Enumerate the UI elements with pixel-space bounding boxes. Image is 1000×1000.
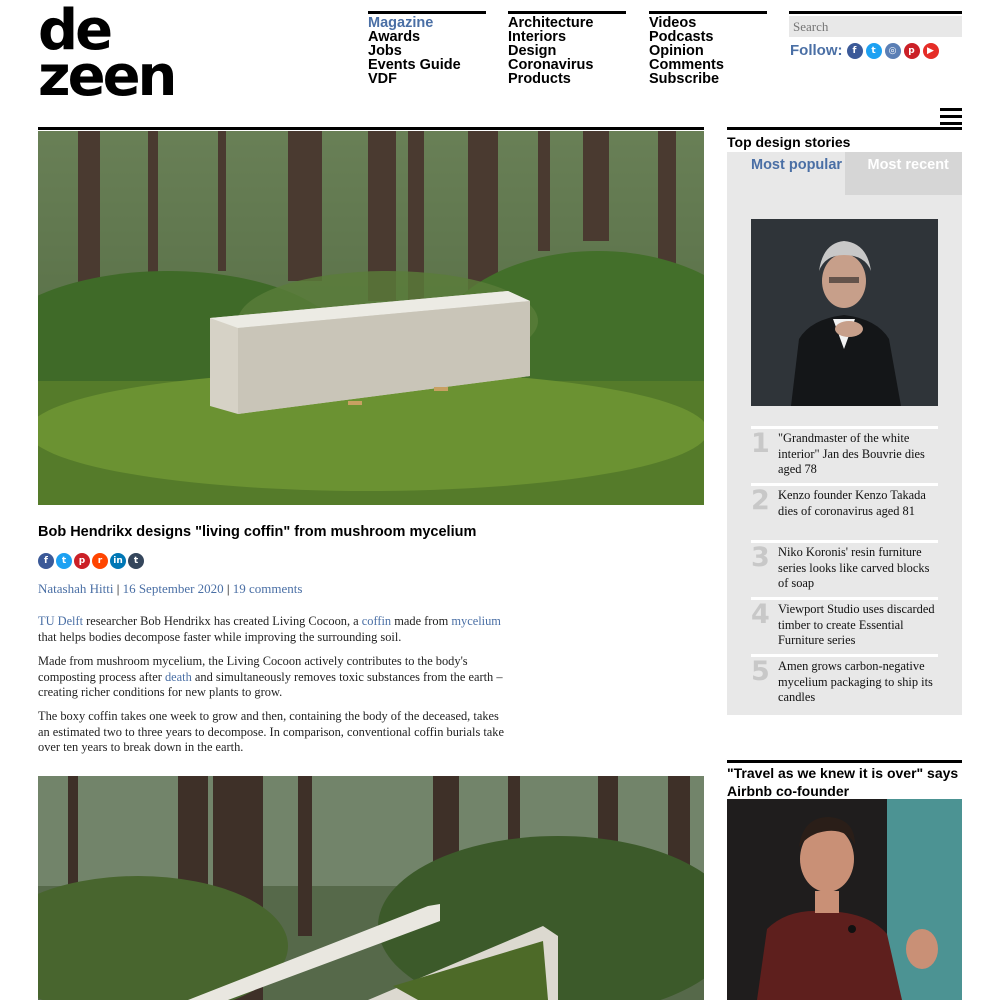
- search-input[interactable]: [789, 16, 962, 37]
- story-item-3[interactable]: [751, 540, 938, 592]
- pinterest-icon[interactable]: p: [904, 43, 920, 59]
- twitter-share-icon[interactable]: t: [56, 553, 72, 569]
- story-title[interactable]: Amen grows carbon-negative mycelium packaging to ship its candles: [778, 659, 933, 705]
- follow-bar: [790, 42, 942, 59]
- nav-column-1: [368, 11, 486, 86]
- link-tu-delft[interactable]: TU Delft: [38, 614, 84, 628]
- logo-line-2: zeen: [38, 44, 175, 109]
- nav-coronavirus[interactable]: Coronavirus: [508, 57, 594, 73]
- nav-vdf[interactable]: VDF: [368, 71, 397, 87]
- story-rank: 1: [751, 428, 770, 459]
- sidebar-feature-rule: [727, 760, 962, 763]
- nav-comments[interactable]: Comments: [649, 57, 724, 73]
- nav-architecture[interactable]: Architecture: [508, 15, 594, 31]
- story-title[interactable]: Kenzo founder Kenzo Takada dies of coronavirus aged 81: [778, 488, 926, 518]
- follow-label: Follow:: [790, 42, 843, 59]
- nav-design[interactable]: Design: [508, 43, 557, 59]
- story-title[interactable]: Niko Koronis' resin furniture series looks like carved blocks of soap: [778, 545, 930, 591]
- story-rank: 4: [751, 599, 770, 630]
- article-paragraph-3: The boxy coffin takes one week to grow and then, containing the body of the deceased, takes an estimated two to three years to decompose. In comparison, conventional coffin burials take over ten years to break down in the earth.: [38, 709, 504, 755]
- nav-events-guide[interactable]: Events Guide: [368, 57, 461, 73]
- twitter-icon[interactable]: t: [866, 43, 882, 59]
- sidebar-top-rule: [727, 127, 962, 130]
- link-mycelium[interactable]: mycelium: [451, 614, 501, 628]
- nav-column-2: [508, 11, 626, 86]
- pinterest-share-icon[interactable]: p: [74, 553, 90, 569]
- logo-line-1: de: [38, 0, 111, 63]
- article-paragraph-2: Made from mushroom mycelium, the Living Cocoon actively contributes to the body's composting process after death and simultaneously removes toxic substances from the earth – creating richer conditions for new plants to grow.: [38, 654, 503, 700]
- nav-videos[interactable]: Videos: [649, 15, 697, 31]
- story-title[interactable]: Viewport Studio uses discarded timber to create Essential Furniture series: [778, 602, 935, 648]
- nav-opinion[interactable]: Opinion: [649, 43, 704, 59]
- nav-interiors[interactable]: Interiors: [508, 29, 567, 45]
- story-rank: 2: [751, 485, 770, 516]
- instagram-icon[interactable]: ◎: [885, 43, 901, 59]
- dezeen-logo[interactable]: [38, 0, 228, 109]
- story-portrait-image[interactable]: [751, 219, 938, 406]
- nav-products[interactable]: Products: [508, 71, 571, 87]
- author-link[interactable]: Natashah Hitti: [38, 581, 114, 596]
- story-item-1[interactable]: [751, 426, 938, 478]
- nav-column-3: [649, 11, 767, 86]
- top-stories-heading: Top design stories: [727, 134, 851, 150]
- search-box: [789, 11, 962, 37]
- tab-most-recent[interactable]: Most recent: [845, 152, 963, 195]
- facebook-icon[interactable]: f: [847, 43, 863, 59]
- article-title[interactable]: Bob Hendrikx designs "living coffin" from mushroom mycelium: [38, 524, 477, 540]
- article-paragraph-1: TU Delft researcher Bob Hendrikx has created Living Cocoon, a coffin made from mycelium that helps bodies decompose faster while improving the surrounding soil.: [38, 614, 501, 644]
- article-top-rule: [38, 127, 704, 130]
- story-rank: 3: [751, 542, 770, 573]
- feature-video-thumbnail[interactable]: [727, 799, 962, 1000]
- facebook-share-icon[interactable]: f: [38, 553, 54, 569]
- linkedin-share-icon[interactable]: in: [110, 553, 126, 569]
- nav-podcasts[interactable]: Podcasts: [649, 29, 714, 45]
- publish-date: 16 September 2020: [122, 581, 224, 596]
- story-item-5[interactable]: [751, 654, 938, 706]
- nav-jobs[interactable]: Jobs: [368, 43, 402, 59]
- share-icons: [38, 553, 146, 569]
- comments-link[interactable]: 19 comments: [232, 581, 303, 596]
- link-coffin[interactable]: coffin: [361, 614, 392, 628]
- story-title[interactable]: "Grandmaster of the white interior" Jan des Bouvrie dies aged 78: [778, 431, 925, 477]
- nav-awards[interactable]: Awards: [368, 29, 421, 45]
- hero-image-coffin-in-forest[interactable]: [38, 131, 704, 505]
- stories-tabs: [727, 152, 962, 195]
- feature-heading[interactable]: "Travel as we knew it is over" says Airbnb co-founder: [727, 765, 959, 799]
- reddit-share-icon[interactable]: r: [92, 553, 108, 569]
- tumblr-share-icon[interactable]: t: [128, 553, 144, 569]
- hamburger-menu-icon[interactable]: [940, 108, 962, 126]
- tab-most-popular[interactable]: Most popular: [727, 152, 845, 195]
- story-item-4[interactable]: [751, 597, 938, 649]
- nav-subscribe[interactable]: Subscribe: [649, 71, 720, 87]
- byline: Natashah Hitti | 16 September 2020 | 19 comments: [38, 581, 303, 596]
- youtube-icon[interactable]: ▶: [923, 43, 939, 59]
- story-item-2[interactable]: [751, 483, 938, 519]
- second-image-open-coffin[interactable]: [38, 776, 704, 1000]
- link-death[interactable]: death: [164, 669, 192, 684]
- nav-magazine[interactable]: Magazine: [368, 15, 434, 31]
- story-rank: 5: [751, 656, 770, 687]
